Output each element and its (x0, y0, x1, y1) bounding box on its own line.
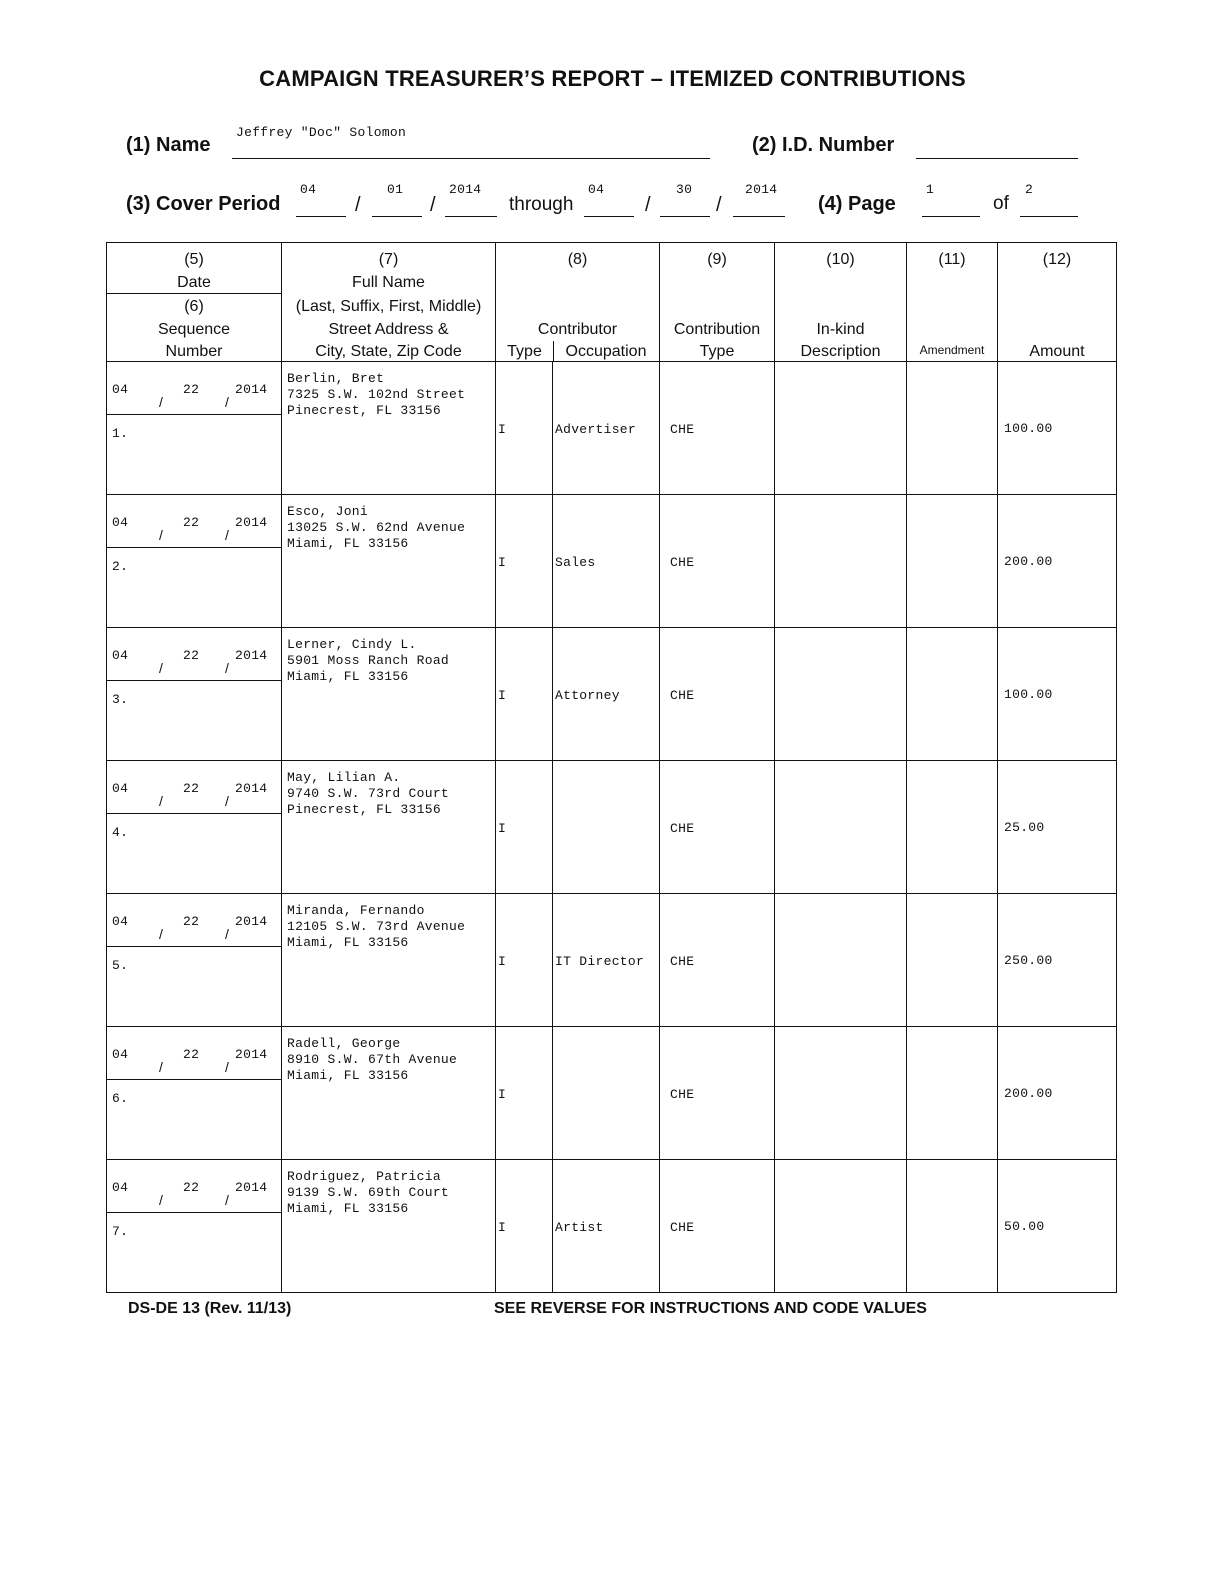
date-sequence-cell (107, 1160, 282, 1293)
contributor-type[interactable]: I (498, 1087, 507, 1102)
header-date-sequence (107, 243, 282, 362)
inkind-cell (775, 894, 907, 1027)
contributor-name[interactable]: Radell, George (287, 1036, 401, 1051)
cover-from-month[interactable]: 04 (300, 182, 317, 197)
through-label: through (509, 194, 574, 215)
amount-cell (998, 628, 1117, 761)
cover-to-month[interactable]: 04 (588, 182, 605, 197)
date-day[interactable]: 22 (183, 1047, 200, 1062)
amount-cell (998, 495, 1117, 628)
type-cell (496, 1160, 553, 1293)
contributor-name[interactable]: Miranda, Fernando (287, 903, 425, 918)
header-12-num: (12) (1042, 251, 1072, 268)
header-contributor (496, 243, 660, 362)
header-contribution: Contribution (673, 321, 761, 338)
contributor-street[interactable]: 8910 S.W. 67th Avenue (287, 1052, 458, 1067)
contributor-street[interactable]: 7325 S.W. 102nd Street (287, 387, 466, 402)
date-month[interactable]: 04 (112, 914, 129, 929)
amendment-cell (907, 761, 998, 894)
date-month[interactable]: 04 (112, 382, 129, 397)
table-row (107, 495, 1117, 628)
header-9-num: (9) (707, 251, 727, 268)
page-total[interactable]: 2 (1025, 182, 1034, 197)
occupation-cell (553, 628, 660, 761)
occupation-cell (553, 761, 660, 894)
header-6-num: (6) (184, 298, 204, 315)
contribution-type-cell (660, 894, 775, 1027)
date-year[interactable]: 2014 (235, 781, 268, 796)
amount-cell (998, 1027, 1117, 1160)
header-5-num: (5) (184, 251, 204, 268)
name-address-cell (282, 1027, 496, 1160)
contributor-street[interactable]: 9740 S.W. 73rd Court (287, 786, 450, 801)
contributor-street[interactable]: 9139 S.W. 69th Court (287, 1185, 450, 1200)
inkind-cell (775, 628, 907, 761)
type-cell (496, 362, 553, 495)
date-divider (107, 414, 281, 415)
amount[interactable]: 100.00 (1004, 687, 1053, 702)
header-contributor-label: Contributor (537, 321, 618, 338)
header-full-name-l2: (Last, Suffix, First, Middle) (295, 298, 482, 315)
date-month[interactable]: 04 (112, 1047, 129, 1062)
date-day[interactable]: 22 (183, 914, 200, 929)
header-date: Date (177, 274, 211, 291)
contributor-type[interactable]: I (498, 688, 507, 703)
cover-to-year-line (733, 216, 785, 217)
header-full-name-l1: Full Name (352, 274, 425, 291)
contribution-type[interactable]: CHE (670, 555, 695, 570)
date-year[interactable]: 2014 (235, 515, 268, 530)
occupation-cell (553, 894, 660, 1027)
date-sequence-cell (107, 761, 282, 894)
cover-from-day-line (372, 216, 422, 217)
type-cell (496, 628, 553, 761)
id-underline (916, 158, 1078, 159)
date-day[interactable]: 22 (183, 382, 200, 397)
header-full-name-l3: Street Address & (328, 321, 449, 338)
slash: / (159, 1059, 163, 1075)
date-month[interactable]: 04 (112, 515, 129, 530)
slash: / (225, 793, 229, 809)
name-address-cell (282, 362, 496, 495)
header-amount (998, 243, 1117, 362)
occupation[interactable]: Advertiser (555, 422, 637, 437)
header-10-num: (10) (826, 251, 855, 268)
page-number[interactable]: 1 (926, 182, 935, 197)
contribution-type[interactable]: CHE (670, 821, 695, 836)
date-month[interactable]: 04 (112, 1180, 129, 1195)
contributor-city[interactable]: Pinecrest, FL 33156 (287, 403, 441, 418)
cover-to-year[interactable]: 2014 (745, 182, 778, 197)
date-sequence-cell (107, 628, 282, 761)
type-cell (496, 761, 553, 894)
contribution-type-cell (660, 1160, 775, 1293)
amount[interactable]: 200.00 (1004, 554, 1053, 569)
date-month[interactable]: 04 (112, 648, 129, 663)
date-year[interactable]: 2014 (235, 382, 268, 397)
cover-to-day-line (660, 216, 710, 217)
name-address-cell (282, 495, 496, 628)
slash: / (645, 194, 651, 216)
contribution-type[interactable]: CHE (670, 1220, 695, 1235)
amount-cell (998, 362, 1117, 495)
header-inkind-l2: Description (800, 343, 881, 360)
date-divider (107, 946, 281, 947)
sequence-number[interactable]: 1. (112, 426, 129, 441)
date-sequence-cell (107, 495, 282, 628)
inkind-cell (775, 761, 907, 894)
header-number: Number (165, 343, 223, 360)
header-8-num: (8) (567, 251, 588, 268)
slash: / (355, 194, 361, 216)
name-address-cell (282, 761, 496, 894)
cover-period-label: (3) Cover Period (126, 193, 281, 215)
header-date-divider (107, 293, 281, 294)
header-amount-label: Amount (1029, 343, 1085, 360)
table-row (107, 362, 1117, 495)
name-address-cell (282, 1160, 496, 1293)
amendment-cell (907, 1160, 998, 1293)
slash: / (225, 1059, 229, 1075)
date-year[interactable]: 2014 (235, 914, 268, 929)
inkind-cell (775, 1027, 907, 1160)
date-year[interactable]: 2014 (235, 1180, 268, 1195)
header-contribution-type-label: Type (699, 343, 735, 360)
type-cell (496, 495, 553, 628)
contribution-type-cell (660, 1027, 775, 1160)
contribution-type-cell (660, 362, 775, 495)
name-address-cell (282, 894, 496, 1027)
cover-from-year[interactable]: 2014 (449, 182, 482, 197)
contribution-type[interactable]: CHE (670, 422, 695, 437)
date-year[interactable]: 2014 (235, 648, 268, 663)
sequence-number[interactable]: 5. (112, 958, 129, 973)
contributor-name[interactable]: Lerner, Cindy L. (287, 637, 417, 652)
header-sequence: Sequence (157, 321, 231, 338)
report-title: CAMPAIGN TREASURER’S REPORT – ITEMIZED CONTRIBUTIONS (259, 66, 966, 91)
contribution-type-cell (660, 761, 775, 894)
id-label: (2) I.D. Number (752, 134, 895, 156)
header-amendment (907, 243, 998, 362)
contributor-street[interactable]: 5901 Moss Ranch Road (287, 653, 450, 668)
amount-cell (998, 894, 1117, 1027)
contributor-name[interactable]: Esco, Joni (287, 504, 369, 519)
type-cell (496, 894, 553, 1027)
amount[interactable]: 25.00 (1004, 820, 1045, 835)
amendment-cell (907, 362, 998, 495)
date-day[interactable]: 22 (183, 515, 200, 530)
header-type: Type (507, 343, 542, 360)
date-divider (107, 813, 281, 814)
cover-to-day[interactable]: 30 (676, 182, 693, 197)
amount[interactable]: 50.00 (1004, 1219, 1045, 1234)
page-label: (4) Page (818, 193, 896, 215)
date-day[interactable]: 22 (183, 1180, 200, 1195)
contributor-city[interactable]: Pinecrest, FL 33156 (287, 802, 441, 817)
contributor-street[interactable]: 12105 S.W. 73rd Avenue (287, 919, 466, 934)
occupation[interactable]: Sales (555, 555, 596, 570)
page-total-line (1020, 216, 1078, 217)
header-full-name (282, 243, 496, 362)
instructions-note: SEE REVERSE FOR INSTRUCTIONS AND CODE VALUES (494, 1300, 927, 1317)
contribution-type[interactable]: CHE (670, 688, 695, 703)
date-divider (107, 680, 281, 681)
slash: / (225, 926, 229, 942)
cover-from-year-line (445, 216, 497, 217)
contributor-type[interactable]: I (498, 555, 507, 570)
date-divider (107, 547, 281, 548)
header-occupation: Occupation (565, 343, 647, 360)
contributor-type[interactable]: I (498, 1220, 507, 1235)
table-row (107, 894, 1117, 1027)
header-inkind (775, 243, 907, 362)
inkind-cell (775, 362, 907, 495)
contributor-city[interactable]: Miami, FL 33156 (287, 536, 409, 551)
sequence-number[interactable]: 6. (112, 1091, 129, 1106)
sequence-number[interactable]: 2. (112, 559, 129, 574)
name-label: (1) Name (126, 134, 211, 156)
date-month[interactable]: 04 (112, 781, 129, 796)
amount-cell (998, 761, 1117, 894)
contributor-type[interactable]: I (498, 422, 507, 437)
contributor-street[interactable]: 13025 S.W. 62nd Avenue (287, 520, 466, 535)
header-full-name-l4: City, State, Zip Code (315, 343, 462, 360)
slash: / (716, 194, 722, 216)
amendment-cell (907, 894, 998, 1027)
header-7-num: (7) (378, 251, 399, 268)
table-row (107, 1027, 1117, 1160)
table-row (107, 1160, 1117, 1293)
contributor-city[interactable]: Miami, FL 33156 (287, 1201, 409, 1216)
name-underline (232, 158, 710, 159)
contribution-type-cell (660, 495, 775, 628)
inkind-cell (775, 1160, 907, 1293)
slash: / (159, 926, 163, 942)
cover-from-day[interactable]: 01 (387, 182, 404, 197)
contributor-name[interactable]: Berlin, Bret (287, 371, 385, 386)
occupation[interactable]: IT Director (555, 954, 645, 969)
type-cell (496, 1027, 553, 1160)
slash: / (159, 394, 163, 410)
form-id: DS-DE 13 (Rev. 11/13) (128, 1300, 292, 1317)
occupation-cell (553, 1160, 660, 1293)
sequence-number[interactable]: 3. (112, 692, 129, 707)
amendment-cell (907, 1027, 998, 1160)
contributor-city[interactable]: Miami, FL 33156 (287, 935, 409, 950)
slash: / (225, 527, 229, 543)
table-row (107, 761, 1117, 894)
amount[interactable]: 250.00 (1004, 953, 1053, 968)
date-sequence-cell (107, 894, 282, 1027)
slash: / (159, 527, 163, 543)
amount[interactable]: 200.00 (1004, 1086, 1053, 1101)
slash: / (225, 394, 229, 410)
occupation-cell (553, 1027, 660, 1160)
header-11-num: (11) (938, 251, 966, 268)
amount-cell (998, 1160, 1117, 1293)
contributor-type[interactable]: I (498, 954, 507, 969)
contributor-name[interactable]: May, Lilian A. (287, 770, 401, 785)
contributor-name[interactable]: Rodriguez, Patricia (287, 1169, 441, 1184)
contribution-type[interactable]: CHE (670, 1087, 695, 1102)
table-row (107, 628, 1117, 761)
header-amendment-label: Amendment (919, 343, 985, 357)
header-contribution-type (660, 243, 775, 362)
cover-from-month-line (296, 216, 346, 217)
contributor-city[interactable]: Miami, FL 33156 (287, 669, 409, 684)
occupation-cell (553, 495, 660, 628)
slash: / (225, 660, 229, 676)
occupation-cell (553, 362, 660, 495)
amendment-cell (907, 628, 998, 761)
cover-to-month-line (584, 216, 634, 217)
table-header-row (107, 243, 1117, 362)
date-divider (107, 1212, 281, 1213)
contributor-city[interactable]: Miami, FL 33156 (287, 1068, 409, 1083)
contributions-table (106, 242, 1117, 1293)
name-address-cell (282, 628, 496, 761)
occupation[interactable]: Attorney (555, 688, 620, 703)
contribution-type-cell (660, 628, 775, 761)
slash: / (159, 793, 163, 809)
sequence-number[interactable]: 7. (112, 1224, 129, 1239)
slash: / (225, 1192, 229, 1208)
date-divider (107, 1079, 281, 1080)
occupation[interactable]: Artist (555, 1220, 604, 1235)
contribution-type[interactable]: CHE (670, 954, 695, 969)
of-label: of (993, 193, 1009, 214)
contributor-type[interactable]: I (498, 821, 507, 836)
amendment-cell (907, 495, 998, 628)
date-sequence-cell (107, 1027, 282, 1160)
date-sequence-cell (107, 362, 282, 495)
date-day[interactable]: 22 (183, 648, 200, 663)
amount[interactable]: 100.00 (1004, 421, 1053, 436)
slash: / (159, 660, 163, 676)
slash: / (430, 194, 436, 216)
date-day[interactable]: 22 (183, 781, 200, 796)
header-inkind-l1: In-kind (816, 321, 865, 338)
sequence-number[interactable]: 4. (112, 825, 129, 840)
slash: / (159, 1192, 163, 1208)
date-year[interactable]: 2014 (235, 1047, 268, 1062)
inkind-cell (775, 495, 907, 628)
page-number-line (922, 216, 980, 217)
name-value[interactable]: Jeffrey "Doc" Solomon (236, 125, 407, 140)
